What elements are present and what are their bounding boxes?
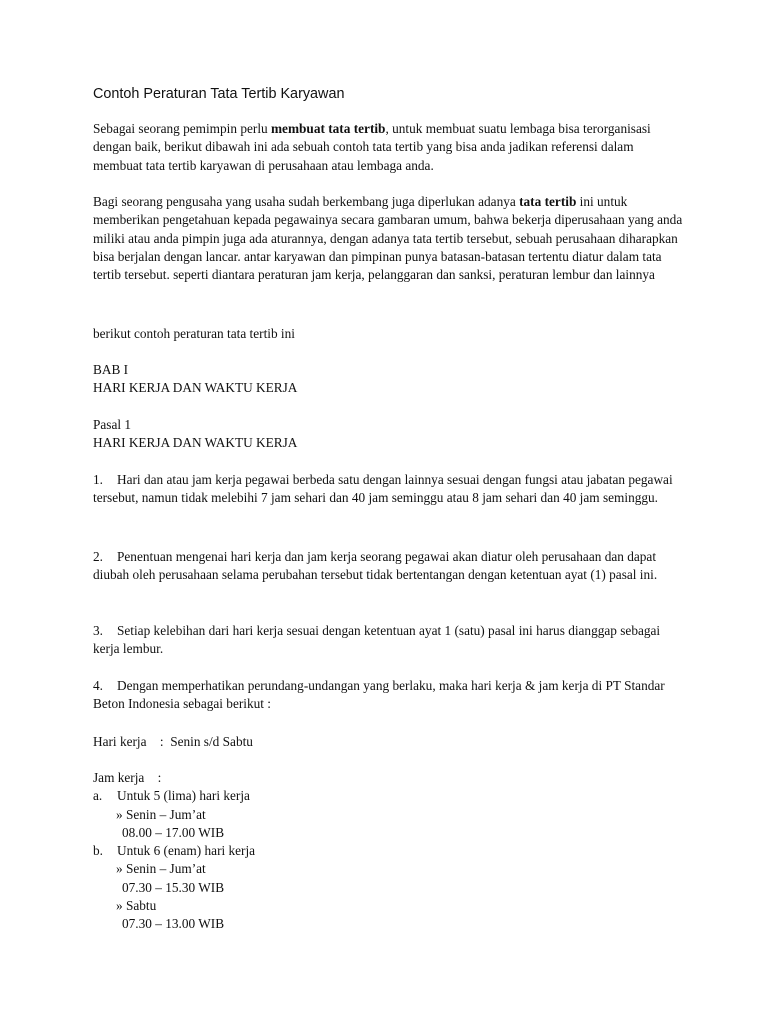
pasal-item-4 — [93, 677, 683, 714]
intro-p1-text-a: Sebagai seorang pemimpin perlu — [93, 121, 271, 136]
jam-kerja-separator: : — [157, 770, 162, 785]
hari-kerja-separator: : — [159, 734, 164, 749]
pasal-item-3 — [93, 622, 683, 659]
intro-p2-text-b: ini untuk memberikan pengetahuan kepada pegawainya secara gambaran umum, bahwa bekerja diperusahaan yang anda miliki atau anda pimpin juga ada aturannya, dengan adanya tata tertib tersebut, sebuah perusahaan diharapkan bisa berjalan dengan lancar. antar karyawan dan pimpinan punya batasan-batasan tertentu diatur dalam tata tertib tersebut. seperti diantara peraturan jam kerja, pelanggaran dan sanksi, peraturan lembur dan lainnya — [93, 194, 683, 283]
item-text: Dengan memperhatikan perundang-undangan yang berlaku, maka hari kerja & jam kerja di PT Standar Beton Indonesia sebagai berikut : — [93, 678, 665, 712]
option-a-text: Untuk 5 (lima) hari kerja — [117, 788, 250, 804]
option-b-time-2: 07.30 – 13.00 WIB — [122, 916, 225, 932]
intro-p1-bold: membuat tata tertib — [270, 121, 386, 136]
bab-section — [93, 361, 683, 398]
jam-kerja-label: Jam kerja — [93, 770, 145, 785]
bab-number: BAB I — [93, 362, 129, 377]
intro-paragraph-3: berikut contoh peraturan tata tertib ini — [93, 326, 295, 341]
hari-kerja-line — [93, 733, 683, 751]
intro-p2-bold: tata tertib — [519, 194, 577, 209]
pasal-item-1 — [93, 471, 683, 508]
option-b-text: Untuk 6 (enam) hari kerja — [117, 843, 256, 859]
pasal-section — [93, 416, 683, 453]
option-b-label: b. — [93, 843, 103, 859]
option-a-day: » Senin – Jum’at — [116, 806, 206, 822]
option-b-day-1: » Senin – Jum’at — [116, 861, 206, 877]
item-text: Penentuan mengenai hari kerja dan jam kerja seorang pegawai akan diatur oleh perusahaan dan dapat diubah oleh perusahaan selama perubahan tersebut tidak bertentangan dengan ketentuan ayat (1) pasal ini. — [93, 549, 658, 583]
hari-kerja-value: Senin s/d Sabtu — [170, 734, 253, 749]
jam-kerja-section — [93, 769, 683, 934]
bab-heading: HARI KERJA DAN WAKTU KERJA — [93, 380, 298, 396]
intro-p2-text-a: Bagi seorang pengusaha yang usaha sudah berkembang juga diperlukan adanya — [93, 194, 520, 209]
item-number: 3. — [93, 623, 103, 638]
item-text: Setiap kelebihan dari hari kerja sesuai dengan ketentuan ayat 1 (satu) pasal ini harus dianggap sebagai kerja lembur. — [93, 623, 661, 657]
hari-kerja-label: Hari kerja — [93, 734, 147, 749]
option-b-day-2: » Sabtu — [116, 898, 157, 914]
intro-paragraph-2 — [93, 193, 683, 284]
pasal-heading: HARI KERJA DAN WAKTU KERJA — [93, 435, 298, 451]
intro-p1-text-b: , untuk membuat suatu lembaga bisa terorganisasi dengan baik, berikut dibawah ini ada sebuah contoh tata tertib yang bisa anda jadikan referensi dalam membuat tata tertib karyawan di perusahaan atau lembaga anda. — [93, 121, 651, 173]
item-number: 1. — [93, 472, 103, 487]
intro-paragraph-1 — [93, 120, 683, 175]
option-b-time-1: 07.30 – 15.30 WIB — [122, 879, 225, 895]
option-a-time: 08.00 – 17.00 WIB — [122, 824, 225, 840]
document-title: Contoh Peraturan Tata Tertib Karyawan — [93, 86, 345, 102]
item-number: 2. — [93, 549, 103, 564]
item-text: Hari dan atau jam kerja pegawai berbeda satu dengan lainnya sesuai dengan fungsi atau jabatan pegawai tersebut, namun tidak melebihi 7 jam sehari dan 40 jam seminggu atau 8 jam sehari dan 40 jam seminggu. — [93, 472, 673, 506]
item-number: 4. — [93, 678, 103, 693]
pasal-item-2 — [93, 548, 683, 585]
option-a-label: a. — [93, 788, 103, 804]
pasal-number: Pasal 1 — [93, 417, 132, 432]
